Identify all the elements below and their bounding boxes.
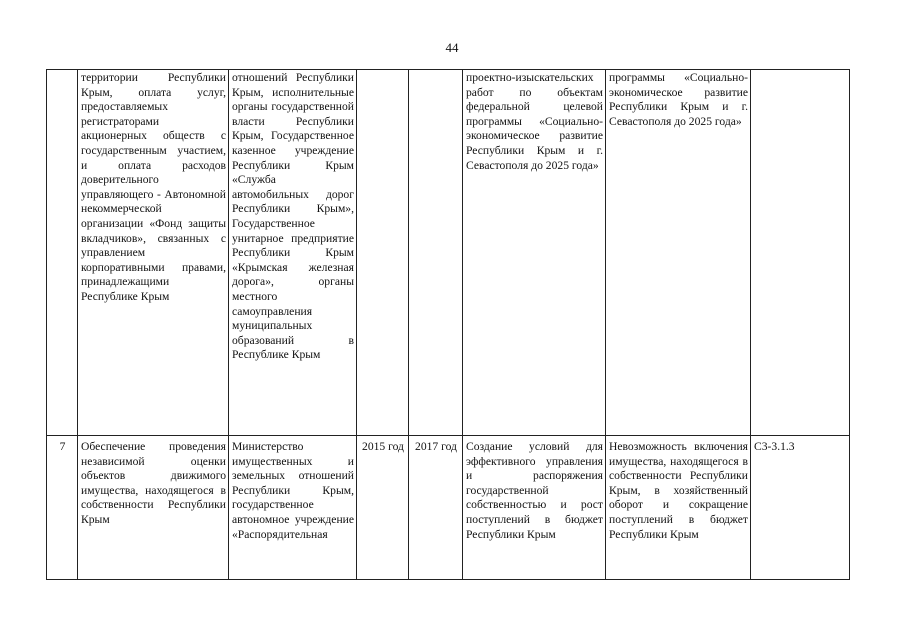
start-year-cell: 2015 год	[357, 436, 409, 580]
page-number: 44	[445, 40, 459, 55]
row-number-cell: 7	[47, 436, 78, 580]
row-number-cell	[47, 70, 78, 436]
measure-cell: территории Республики Крым, оплата услуг, предоставляемых регистраторами акционерных обществ с государственным участием, и оплата расходов доверительного управляющего - Автономной некоммерческой организации «Фонд защиты вкладчиков», связанных с управлением корпоративными правами, принадлежащими Республике Крым	[78, 70, 229, 436]
table-row	[47, 70, 850, 436]
measure-cell: Обеспечение проведения независимой оценки объектов движимого имущества, находящегося в собственности Республики Крым	[78, 436, 229, 580]
executors-cell: Министерство имущественных и земельных отношений Республики Крым, государственное автономное учреждение «Распорядительная	[229, 436, 357, 580]
table-row	[47, 436, 850, 580]
expected-result-cell: Создание условий для эффективного управления и распоряжения государственной собственностью и рост поступлений в бюджет Республики Крым	[463, 436, 606, 580]
program-measures-table	[46, 69, 850, 580]
consequences-cell: Невозможность включения имущества, находящегося в собственности Республики Крым, в хозяйственный оборот и сокращение поступлений в бюджет Республики Крым	[606, 436, 751, 580]
end-year-cell: 2017 год	[409, 436, 463, 580]
expected-result-cell: проектно-изыскательских работ по объектам федеральной целевой программы «Социально-экономическое развитие Республики Крым и г. Севастополя до 2025 года»	[463, 70, 606, 436]
end-year-cell	[409, 70, 463, 436]
executors-cell: отношений Республики Крым, исполнительные органы государственной власти Республики Крым, Государственное казенное учреждение Республики Крым «Служба автомобильных дорог Республики Крым», Государственное унитарное предприятие Республики Крым «Крымская железная дорога», органы местного самоуправления муниципальных образований в Республике Крым	[229, 70, 357, 436]
link-cell	[751, 70, 850, 436]
link-cell: С3-3.1.3	[751, 436, 850, 580]
consequences-cell: программы «Социально-экономическое развитие Республики Крым и г. Севастополя до 2025 года»	[606, 70, 751, 436]
start-year-cell	[357, 70, 409, 436]
